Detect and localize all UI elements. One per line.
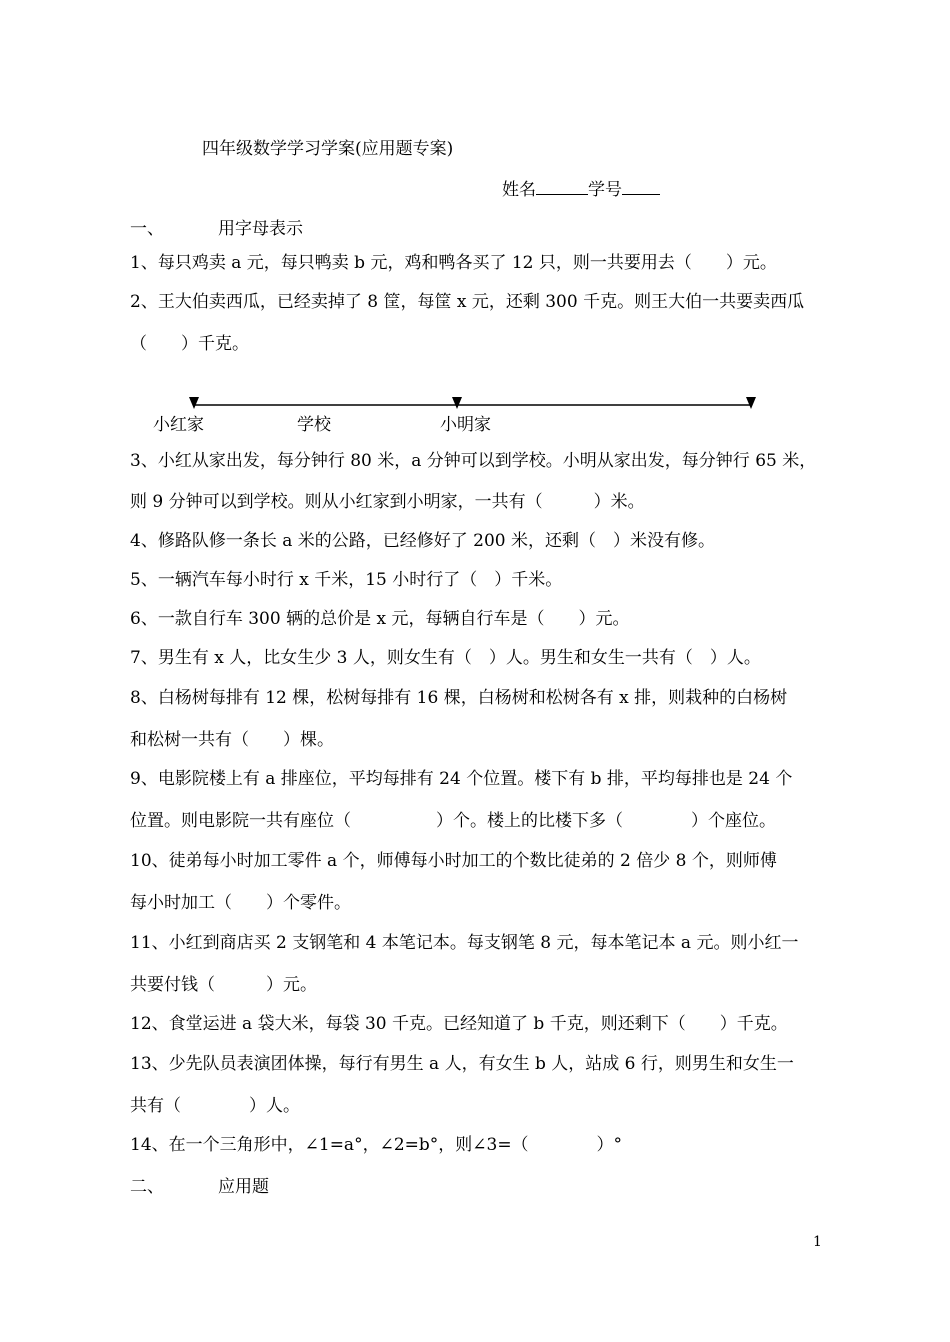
question-2-line-2: （ ）千克。: [130, 334, 249, 354]
question-6: 6、一款自行车 300 辆的总价是 x 元，每辆自行车是（ ）元。: [130, 609, 630, 629]
question-13-line-2: 共有（ ）人。: [130, 1096, 300, 1116]
question-12: 12、食堂运进 a 袋大米，每袋 30 千克。已经知道了 b 千克，则还剩下（ ）千克。: [130, 1014, 788, 1034]
question-9-line-2: 位置。则电影院一共有座位（ ）个。楼上的比楼下多（ ）个座位。: [130, 811, 776, 831]
section-1-heading: [130, 214, 303, 239]
name-label: 姓名: [502, 180, 536, 200]
question-3-line-1: 3、小红从家出发，每分钟行 80 米，a 分钟可以到学校。小明从家出发，每分钟行 65 米，: [130, 451, 817, 471]
question-2-line-1: 2、王大伯卖西瓜，已经卖掉了 8 筐，每筐 x 元，还剩 300 千克。则王大伯一共要卖西瓜: [130, 292, 805, 312]
question-3-line-2: 则 9 分钟可以到学校。则从小红家到小明家，一共有（ ）米。: [130, 492, 645, 512]
name-blank[interactable]: [536, 178, 588, 195]
section-1-number: 一、: [130, 219, 164, 239]
marker-school: [452, 397, 462, 409]
question-8-line-2: 和松树一共有（ ）棵。: [130, 730, 334, 750]
question-1: 1、每只鸡卖 a 元，每只鸭卖 b 元，鸡和鸭各买了 12 只，则一共要用去（ ）元。: [130, 253, 777, 273]
label-xiaoming-home: 小明家: [440, 415, 491, 435]
page-number: 1: [813, 1234, 822, 1250]
student-info: [502, 175, 660, 200]
section-1-label: 用字母表示: [218, 219, 303, 239]
label-xiaohong-home: 小红家: [153, 415, 204, 435]
route-diagram: [150, 393, 770, 443]
question-10-line-2: 每小时加工（ ）个零件。: [130, 893, 351, 913]
question-14: 14、在一个三角形中，∠1=a°，∠2=b°，则∠3=（ ）°: [130, 1135, 623, 1155]
question-13-line-1: 13、少先队员表演团体操，每行有男生 a 人，有女生 b 人，站成 6 行，则男生和女生一: [130, 1054, 794, 1074]
question-8-line-1: 8、白杨树每排有 12 棵，松树每排有 16 棵，白杨树和松树各有 x 排，则栽种的白杨树: [130, 688, 788, 708]
section-2-number: 二、: [130, 1177, 164, 1197]
section-2-heading: [130, 1172, 269, 1197]
page-title: 四年级数学学习学案(应用题专案): [202, 139, 454, 159]
id-blank[interactable]: [622, 178, 660, 195]
question-11-line-1: 11、小红到商店买 2 支钢笔和 4 本笔记本。每支钢笔 8 元，每本笔记本 a 元。则小红一: [130, 933, 799, 953]
question-9-line-1: 9、电影院楼上有 a 排座位，平均每排有 24 个位置。楼下有 b 排，平均每排也是 24 个: [130, 769, 793, 789]
question-7: 7、男生有 x 人，比女生少 3 人，则女生有（ ）人。男生和女生一共有（ ）人。: [130, 648, 761, 668]
id-label: 学号: [588, 180, 622, 200]
question-4: 4、修路队修一条长 a 米的公路，已经修好了 200 米，还剩（ ）米没有修。: [130, 531, 716, 551]
marker-xiaohong: [189, 397, 199, 409]
label-school: 学校: [297, 415, 331, 435]
question-5: 5、一辆汽车每小时行 x 千米，15 小时行了（ ）千米。: [130, 570, 563, 590]
section-2-label: 应用题: [218, 1177, 269, 1197]
question-11-line-2: 共要付钱（ ）元。: [130, 975, 317, 995]
question-10-line-1: 10、徒弟每小时加工零件 a 个，师傅每小时加工的个数比徒弟的 2 倍少 8 个，则师傅: [130, 851, 777, 871]
marker-xiaoming: [746, 397, 756, 409]
